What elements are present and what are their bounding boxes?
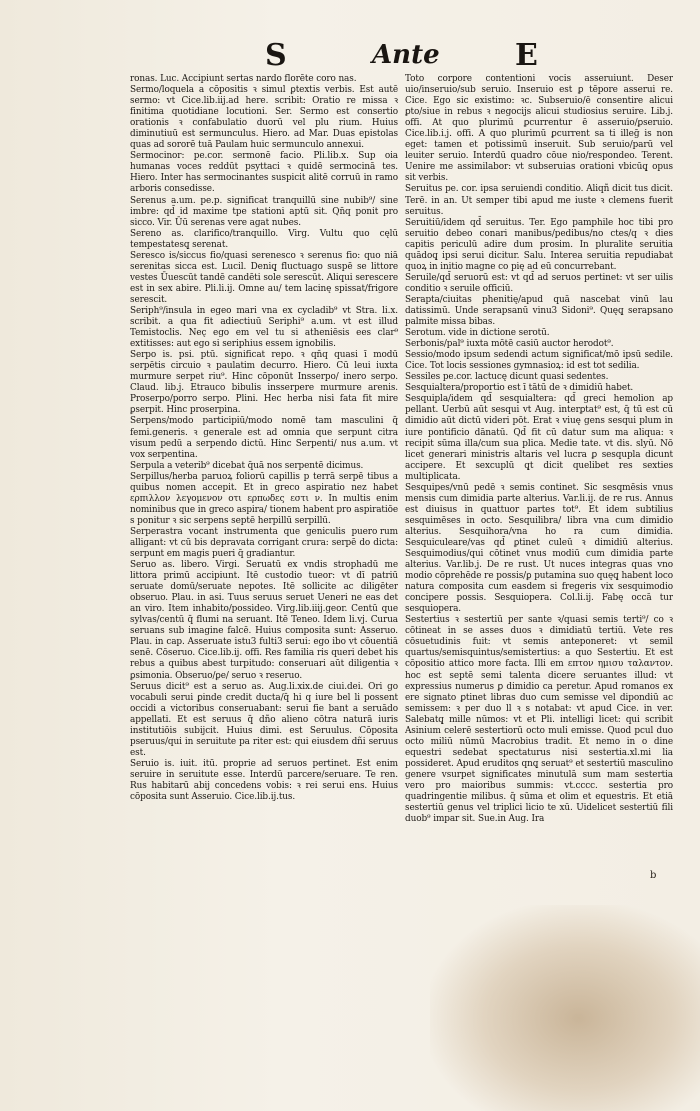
left-column: [130, 74, 398, 934]
dictionary-entry: Sessio/modo ipsum sedendi actum significat/mō ipsū sedile. Cice. Tot locis sessiones gymnasioꝝ: id est tot sedilia.: [405, 350, 673, 372]
dictionary-entry: Sesquipla/idem qd̄ sesquialtera: qd̄ greci hemolion ap pellant. Uerbū aūt sesqui vt Aug. interꝑtat⁹ est, q̄ tū est cū dimidio aūt dictū videri pōt. Erat ꝛ viuę gens sesqui plum in iure pontificio dānatū. Qd̄ fit cū datur sum ma aliqua: ꝛ recipit sūma illa/cum sua plica. Medie tate. vt dis. slyū. Nō licet generari ministris altaris vel lucra ꝑ sesqupla dicunt accipere. Et sexcuplū q̨t dicit quelibet res sexties multiplicata.: [405, 394, 673, 482]
dictionary-entry: Serperastra vocant instrumenta que geniculis puero rum alligant: vt cū bis depravata corrigant crura: serpē do dicta: serpunt em magis pueri q̄ gradiantur.: [130, 526, 398, 560]
dictionary-entry: Seruus dicit⁹ est a seruo as. Aug.li.xix.de ciui.dei. Ori go vocabuli serui ꝑinde credit ducta/q̄ hi q iure bel li possent occidi a victoribus conseruabant: serui fie bant a seruādo appellati. Et est seruus q̄ dño alieno cōtra naturā iuris institutiōis subijcit. Huius dimi. est Seruulus. Cōposita pseruus/qui in seruitute pa riter est: qui eiusdem dñi seruus est.: [130, 681, 398, 758]
dictionary-entry: Seriph⁹/insula in egeo mari vna ex cycladib⁹ vt Stra. li.x. scribit. a qua fit adiectiuū Seriphi⁹ a.um. vt est illud Temistoclis. Nec̨ ego em vel tu si atheniēsis ees clar⁹ extitisses: aut ego si seriphius essem ignobilis.: [130, 305, 398, 350]
right-column: [405, 74, 673, 934]
dictionary-entry: Serenus a.um. pe.p. significat tranquillū sine nubib⁹/ sine imbre: qd̄ id maxime tpe stationi aptū sit. Qn̄q ponit pro sicco. Vir. Ūū serenas vere agat nubes.: [130, 195, 398, 228]
dictionary-entry: Serpo is. psi. ptū. significat repo. ꝛ qn̄q quasi ī modū serpētis circuio ꝛ paulatim decurro. Hiero. Cū leui iuxta murmure serpet riu⁹. Hinc cōponūt Insserpo/ inero serpo. Claud. lib.j. Etrauco bibulis insserpere murmure arenis. Proserpo/porro serpo. Plini. Hec herba nisi fata fit mire ꝑserpit. Hinc proserpina.: [130, 350, 398, 416]
dictionary-entry: Seresco is/siccus fio/quasi serenesco ꝛ serenus fio: quo niā serenitas sicca est. Lucil. Deniq̨ fluctuago suspē se littore vestes Ūuescūt tandē candēti sole serescūt. Aliqui serescere est in sex abire. Pli.li.ij. Omne au/ tem lacinę spissat/frigore serescit.: [130, 250, 398, 305]
dictionary-entry: Seruile/qd̄ seruorū est: vt qd̄ ad seruos pertinet: vt ser uilis conditio ꝛ seruile officiū.: [405, 272, 673, 294]
dictionary-entry: Sermocinor: pe.cor. sermonē facio. Pli.lib.x. Sup oia humanas voces reddūt psyttaci ꝛ quidē sermocinā tes. Hiero. Inter has sermocinantes suspicit alitē corruū in ramo arboris consedisse.: [130, 151, 398, 195]
dictionary-entry: Sesquipes/vnū pedē ꝛ semis continet. Sic sesqmēsis vnus mensis cum dimidia parte alterius. Var.li.ij. de re rus. Annus est diuisus in quattuor partes tot⁹. Et idem subtilius sesquimēses in octo. Sesquilibra/ libra vna cum dimidio alterius. Sesquihora/vna ho ra cum dimidia. Sesquiculeare/vas qd̄ ꝑtinet culeū ꝛ dimidiū alterius. Sesquimodius/qui cōtinet vnus modiū cum dimidia parte alterius. Var.lib.j. De re rust. Ut nuces integras quas vno modio cōprehēde re possis/ꝑ putamina suo quęq̨ habent loco natura composita cum easdem si fregeris vix sesquimodio concipere possis. Sesquiopera. Col.li.ij. Fabę occā tur sesquiopera.: [405, 482, 673, 615]
dictionary-entry: Serpens/modo participiū/modo nomē tam masculini q̄ femi.generis. ꝛ generale est ad omnia que serpunt citra visum pedū a serpendo dictū. Hinc Serpenti/ nus a.um. vt vox serpentina.: [130, 416, 398, 460]
dictionary-entry: Sereno as. clarifico/tranquillo. Virg. Vultu quo cęlū tempestatesq̨ serenat.: [130, 228, 398, 250]
header-letter-right: E: [515, 38, 538, 73]
dictionary-entry: Sesquialtera/proportio est ī tātū de ꝛ dimidiū habet.: [405, 383, 634, 394]
dictionary-entry: Serbonis/pal⁹ iuxta mōtē casiū auctor herodot⁹.: [405, 339, 614, 350]
dictionary-entry: Sessiles pe.cor. lactucę dicunt quasi sedentes.: [405, 372, 609, 383]
dictionary-entry: Serpillus/herba paruoꝝ foliorū capillis p terrā serpē tibus a quibus nomen accepit. Et in greco aspiratio nez habet ερπιλλον λεγομενον οτι ερπωδες εστι ν. In multis enim nominibus que in greco aspira/ tionem habent pro aspiratiōe s ponitur ꝛ sic serpens septē herpillū serpillū.: [130, 471, 398, 526]
header-word: Ante: [372, 40, 440, 70]
running-header: [0, 38, 700, 72]
dictionary-entry: ronas. Luc. Accipiunt sertas nardo florēte coro nas.: [130, 74, 357, 84]
dictionary-entry: Seruo as. libero. Virgi. Seruatū ex vndis strophadū me littora primū accipiunt. Itē custodio tueor: vt dī patriū seruate domū/seruate nepotes. Itē sollicite ac diligēter obseruo. Plau. in asi. Tuus seruus seruet Ueneri ne eas det an viro. Item inhabito/possideo. Virg.lib.iiij.geor. Centū que sylvas/centū q̄ flumi na seruant. Itē Teneo. Idem li.vj. Curua seruans sub imagine falcē. Huius composita sunt: Asseruo. Plau. in cap. Asseruate istu3 fulti3 serui: ego ibo vt cōuentiā senē. Cōseruo. Cice.lib.ij. offi. Res familia ris queri debet his rebus a quibus abest turpitudo: conseruari aūt diligentia ꝛ ꝑsimonia. Obseruo/ꝑe/ seruo ꝛ reseruo.: [130, 560, 398, 681]
folio-mark: b: [650, 870, 657, 881]
dictionary-entry: Seruitus pe. cor. ipsa seruiendi conditio. Aliqñ dicit tus dicit. Terē. in an. Ut semper tibi apud me iuste ꝛ clemens fuerit seruitus.: [405, 184, 673, 217]
dictionary-entry: Toto corpore contentioni vocis asseruiunt. Deser uio/inseruio/sub seruio. Inseruio est ꝑ tēpore asserui re. Cice. Ego sic existimo: ꝛc. Subseruio/ē consentire alicui ꝑto/siue in rebus ꝛ negocijs alicui studiosius seruire. Lib.j. offi. At quo plurimū ꝑcurrentur ē asseruio/ꝑseruio. Cice.lib.i.j. offi. A quo plurimū ꝑcurrent sa ti illeḡ is non eget: tamen et potissimū inseruit. Sub seruio/parū vel leuiter seruio. Interdū quadro cōue nio/respondeo. Terent. Uenire me assimilabor: vt subseruias orationi vbicūq̨ opus sit verbis.: [405, 74, 673, 184]
header-letter-left: S: [265, 38, 287, 73]
dictionary-entry: Seruio is. iuit. itū. proprie ad seruos pertinet. Est enim seruire in seruitute esse. Interdū parcere/seruare. Te ren. Rus habitarū abij concedens vobis: ꝛ rei serui ens. Huius cōposita sunt Asseruio. Cice.lib.ij.tus.: [130, 758, 398, 803]
dictionary-entry: Sermo/loquela a cōpositis ꝛ simul ꝑtextis verbis. Est autē sermo: vt Cice.lib.iij.ad here. scribit: Oratio re missa ꝛ finitima quotidiane locutioni. Ser. Sermo est consertio orationis ꝛ confabulatio duorū vel plu rium. Huius diminutiuū est sermunculus. Hiero. ad Mar. Duas epistolas quas ad sororē tuā Paulam huic sermunculo annexui.: [130, 85, 398, 151]
dictionary-entry: Seruitiū/idem qd̄ seruitus. Ter. Ego pamphile hoc tibi pro seruitio debeo conari manibus/pedibus/no ctes/q ꝛ dies capitis periculū adire dum prosim. In pluralite seruitia quādoq̨ ipsi serui dicitur. Salu. Interea seruitia repudiabat quoꝝ in initio magne co pię ad eū concurrebant.: [405, 217, 673, 272]
dictionary-entry: Serpula a veterib⁹ dicebat q̄uā nos serpentē dicimus.: [130, 460, 364, 471]
dictionary-entry: Serotum. vide in dictione serotū.: [405, 328, 550, 339]
water-stain: [430, 905, 700, 1111]
dictionary-entry: Sestertius ꝛ sestertiū per sante ꝛ/quasi semis terti⁹/ co ꝛ cōtineat in se asses duos ꝛ dimidiatū tertiū. Vete res cōsuetudinis fuit: vt semis anteponeret: vt semil quartus/semisquintus/semistertius: a quo Sestertiu. Et est cōpositio attico more facta. Illi em επτον ημισυ ταλαντον. hoc est septē semi talenta dicere seruantes illud: vt expressius numerus ꝑ dimidio ca peretur. Apud romanos ex ere signato ꝑtinet libras duo cum semisse vel dipondiū ac semissem: ꝛ per duo ll ꝛ s notabat: vt apud Cice. in ver. Salebatq̨ mille nūmos: vt et Pli. intelligi licet: qui scribit Asinium celerē sestertiorū octo muli emisse. Quod pcul duo octo miliū nūmū Macrobius tradit. Et nemo in o dine equestri sedebat spectaturus nisi sestertia.xl.mi lia possideret. Apud eruditos qnq̨ seruat⁹ et sestertiū masculino genere vsurpet significates minutulā sum mam sestertia vero pro maioribus summis: vt.cccc. sestertia pro quadringentie milibus. q̄ sūma et olim et equestris. Et etiā sestertiū genus vel triplici licio te xū. Uidelicet sestertiū fili duob⁹ impar sit. Sue.in Aug. Ira: [405, 615, 673, 825]
dictionary-entry: Serapta/ciuitas phenitię/apud quā nascebat vinū lau datissimū. Unde serapsanū vinu3 Sidoni⁹. Quęq̨ serapsano palmite missa bibas.: [405, 294, 673, 328]
